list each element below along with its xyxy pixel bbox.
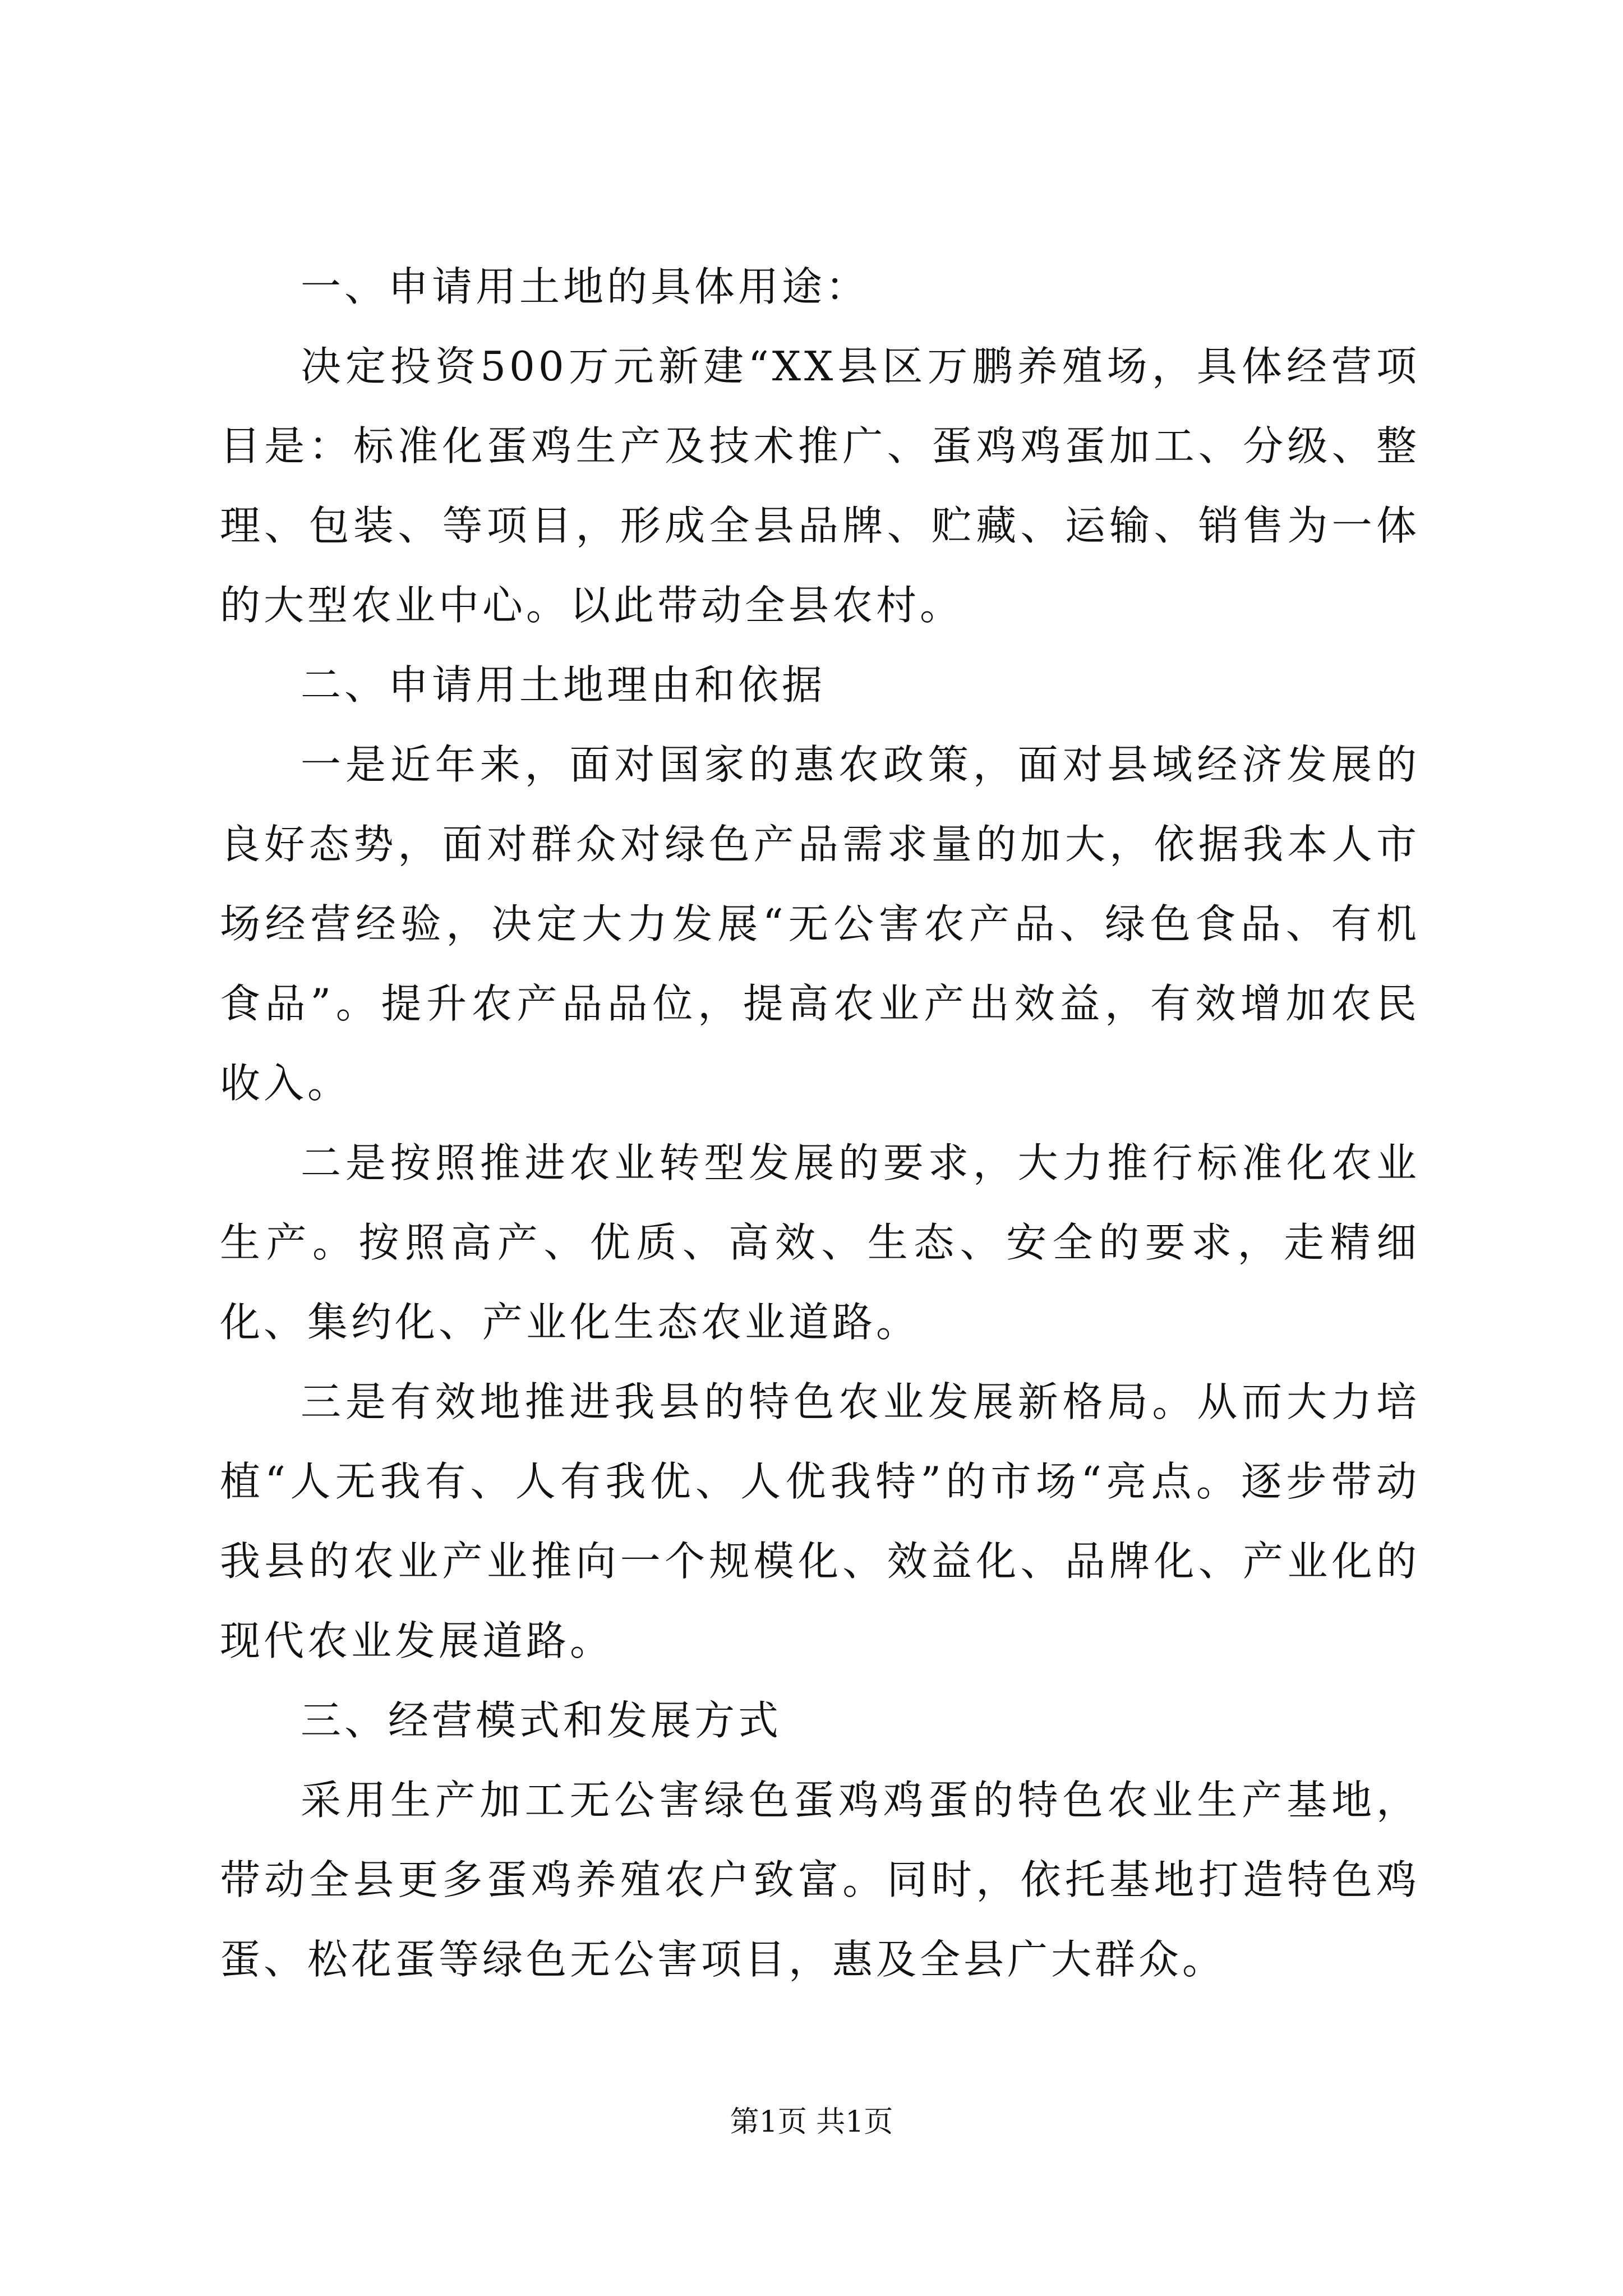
paragraph-reason-two: 二是按照推进农业转型发展的要求，大力推行标准化农业生产。按照高产、优质、高效、生态、安全的要求，走精细化、集约化、产业化生态农业道路。 xyxy=(220,1139,1420,1346)
paragraph-business-model: 采用生产加工无公害绿色蛋鸡鸡蛋的特色农业生产基地，带动全县更多蛋鸡养殖农户致富。同时，依托基地打造特色鸡蛋、松花蛋等绿色无公害项目，惠及全县广大群众。 xyxy=(220,1777,1420,1983)
page-number-footer: 第1页 共1页 xyxy=(730,2105,893,2139)
section-heading-reasons: 二、申请用土地理由和依据 xyxy=(301,661,826,708)
section-heading-land-use: 一、申请用土地的具体用途： xyxy=(301,263,870,310)
paragraph-reason-one: 一是近年来，面对国家的惠农政策，面对县域经济发展的良好态势，面对群众对绿色产品需求量的加大，依据我本人市场经营经验，决定大力发展“无公害农产品、绿色食品、有机食品”。提升农产品品位，提高农业产出效益，有效增加农民收入。 xyxy=(220,741,1420,1107)
document-body xyxy=(220,247,1420,1999)
paragraph-investment-plan: 决定投资500万元新建“XX县区万鹏养殖场，具体经营项目是：标准化蛋鸡生产及技术推广、蛋鸡鸡蛋加工、分级、整理、包装、等项目，形成全县品牌、贮藏、运输、销售为一体的大型农业中心。以此带动全县农村。 xyxy=(220,343,1420,629)
section-heading-business-model: 三、经营模式和发展方式 xyxy=(301,1697,782,1744)
paragraph-reason-three: 三是有效地推进我县的特色农业发展新格局。从而大力培植“人无我有、人有我优、人优我特”的市场“亮点。逐步带动我县的农业产业推向一个规模化、效益化、品牌化、产业化的现代农业发展道路。 xyxy=(220,1378,1420,1664)
